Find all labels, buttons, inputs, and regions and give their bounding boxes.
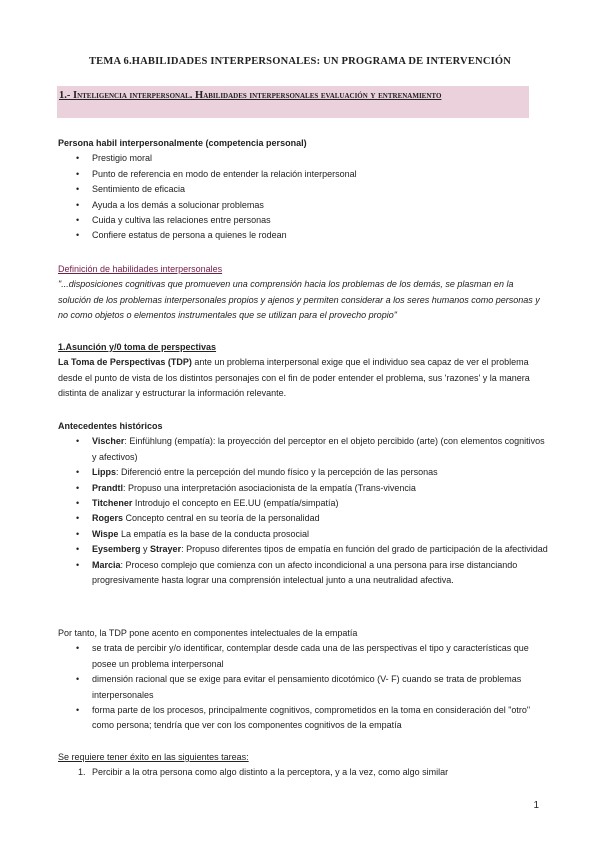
document-title: TEMA 6.HABILIDADES INTERPERSONALES: UN PROGRAMA DE INTERVENCIÓN	[88, 56, 512, 67]
antecedentes-block	[58, 419, 548, 588]
page-number: 1	[533, 800, 539, 811]
asuncion-paragraph	[58, 355, 548, 401]
author-text: : Einfühlung (empatía): la proyección del perceptor en el objeto percibido (arte) (con elementos cognitivos y afectivos)	[92, 436, 545, 462]
list-item	[58, 481, 548, 496]
author-name: Vischer	[92, 436, 125, 447]
list-item	[58, 496, 548, 511]
item-number: 1.	[78, 767, 86, 778]
tdp-term: La Toma de Perspectivas (TDP)	[58, 357, 192, 368]
definicion-block	[58, 262, 548, 324]
author-name: Wispe	[92, 528, 119, 539]
persona-block	[58, 136, 548, 244]
author-name: Lipps	[92, 467, 116, 478]
tareas-list	[58, 765, 548, 780]
author-name: Prandtl	[92, 482, 124, 493]
list-item: • se trata de percibir y/o identificar, contemplar desde cada una de las perspectivas el tipo y características que posee un problema interpersonal	[58, 641, 548, 672]
definicion-heading: Definición de habilidades interpersonales	[58, 264, 223, 274]
author-name: Strayer	[150, 544, 182, 555]
antecedentes-list	[58, 434, 548, 588]
list-item	[58, 465, 548, 480]
section-heading: 1.- Inteligencia interpersonal. Habilidades interpersonales evaluación y entrenamiento	[59, 90, 442, 101]
list-item: • dimensión racional que se exige para evitar el pensamiento dicotómico (V- F) cuando se trata de problemas interpersonales	[58, 672, 548, 703]
author-name: Rogers	[92, 513, 124, 524]
definicion-quote: "...disposiciones cognitivas que promueven una comprensión hacia los problemas de los demás, se plasman en la solución de los problemas interpersonales propios y ajenos y permiten considerar a los seres humanos como personas y no como objetos o elementos instrumentales que se utilizan para el provecho propio"	[58, 279, 540, 321]
author-text: : Propuso diferentes tipos de empatía en función del grado de participación de la afectividad	[181, 544, 548, 555]
tdp-text: ante un problema interpersonal exige que el individuo sea capaz de ver el problema desde el punto de vista de los distintos personajes con el fin de poder entender el problema, sus 'razones' y la manera distinta de analizar y estructurar la información relevante.	[58, 357, 530, 399]
list-item: • forma parte de los procesos, principalmente cognitivos, comprometidos en la toma en consideración del "otro" como persona; tendría que ver con los componentes cognitivos de la empatía	[58, 703, 548, 734]
tareas-heading: Se requiere tener éxito en las siguientes tareas:	[58, 752, 249, 762]
tareas-block	[58, 750, 548, 781]
asuncion-block	[58, 340, 548, 402]
author-text: : Propuso una interpretación asociacionista de la empatía (Trans-vivencia	[123, 482, 416, 493]
list-item	[58, 542, 548, 557]
author-joiner: y	[140, 544, 151, 555]
list-item	[58, 527, 548, 542]
list-item	[58, 558, 548, 589]
author-text: : Proceso complejo que comienza con un afecto incondicional a una persona para irse distanciando progresivamente hasta lograr una comprensión intelectual junto a una neutralidad afectiva.	[92, 559, 518, 586]
portanto-block	[58, 626, 548, 734]
asuncion-heading: 1.Asunción y/0 toma de perspectivas	[58, 342, 217, 352]
antecedentes-heading: Antecedentes históricos	[58, 421, 163, 431]
author-name: Marcia	[92, 559, 121, 570]
list-item: • Sentimiento de eficacia	[58, 182, 548, 197]
list-item: • Punto de referencia en modo de entender la relación interpersonal	[58, 167, 548, 182]
author-text: Introdujo el concepto en EE.UU (empatía/simpatía)	[132, 498, 339, 509]
list-item	[58, 765, 548, 780]
portanto-list	[58, 641, 548, 733]
author-name: Titchener	[92, 498, 133, 509]
list-item: • Cuida y cultiva las relaciones entre personas	[58, 213, 548, 228]
list-item: • Ayuda a los demás a solucionar problemas	[58, 198, 548, 213]
list-item: • Prestigio moral	[58, 151, 548, 166]
item-text: Percibir a la otra persona como algo distinto a la perceptora, y a la vez, como algo similar	[92, 767, 449, 778]
list-item: • Confiere estatus de persona a quienes le rodean	[58, 228, 548, 243]
list-item	[58, 434, 548, 465]
author-text: Concepto central en su teoría de la personalidad	[123, 513, 320, 524]
portanto-intro: Por tanto, la TDP pone acento en componentes intelectuales de la empatía	[58, 628, 358, 638]
author-text: La empatía es la base de la conducta prosocial	[118, 528, 310, 539]
author-name: Eysemberg	[92, 544, 141, 555]
persona-heading: Persona habil interpersonalmente (competencia personal)	[58, 138, 307, 148]
author-text: : Diferenció entre la percepción del mundo físico y la percepción de las personas	[116, 467, 438, 478]
list-item	[58, 511, 548, 526]
persona-list	[58, 151, 548, 243]
